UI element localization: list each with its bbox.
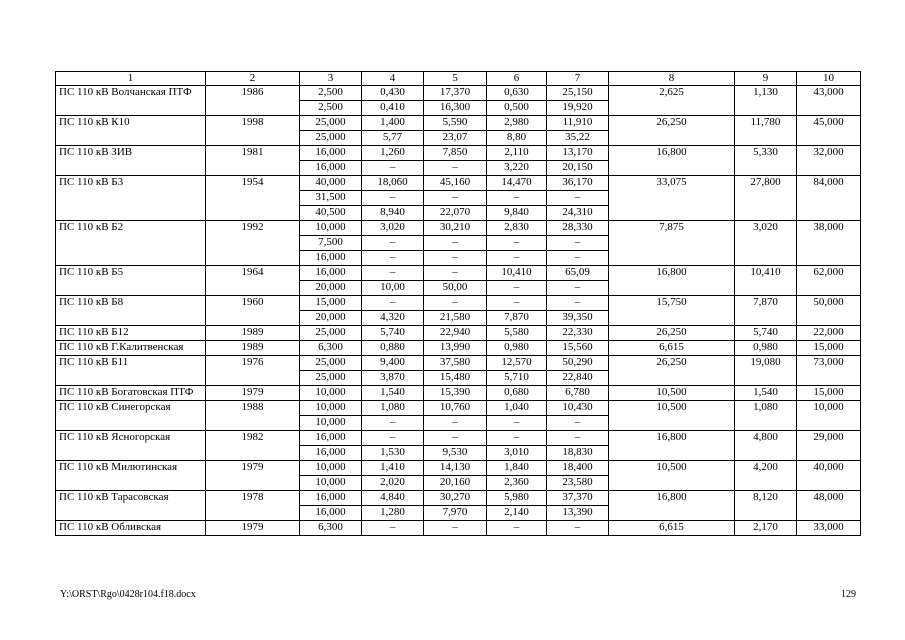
col8-value: 10,500	[609, 386, 735, 401]
header-cell: 8	[609, 72, 735, 86]
value-cell: 6,300	[300, 341, 362, 356]
col8-value: 16,800	[609, 431, 735, 461]
col9-value: 11,780	[735, 116, 797, 146]
value-cell: 4,320	[362, 311, 424, 326]
value-cell: 6,300	[300, 521, 362, 536]
value-cell: 22,330	[547, 326, 609, 341]
value-cell: 30,210	[424, 221, 487, 236]
commission-year: 1979	[206, 386, 300, 401]
value-cell: 3,010	[487, 446, 547, 461]
value-cell: 5,580	[487, 326, 547, 341]
table-row	[56, 221, 861, 236]
value-cell: 9,400	[362, 356, 424, 371]
value-cell: 1,040	[487, 401, 547, 416]
col8-value: 26,250	[609, 116, 735, 146]
substation-name: ПС 110 кВ Богатовская ПТФ	[56, 386, 206, 401]
value-cell: 25,000	[300, 326, 362, 341]
substation-name: ПС 110 кВ Б3	[56, 176, 206, 221]
substation-name: ПС 110 кВ Милютинская	[56, 461, 206, 491]
commission-year: 1992	[206, 221, 300, 266]
value-cell: –	[487, 521, 547, 536]
value-cell: 2,110	[487, 146, 547, 161]
col8-value: 2,625	[609, 86, 735, 116]
value-cell: –	[424, 251, 487, 266]
value-cell: 22,070	[424, 206, 487, 221]
table-row	[56, 146, 861, 161]
col9-value: 8,120	[735, 491, 797, 521]
col10-value: 84,000	[797, 176, 861, 221]
value-cell: 20,000	[300, 311, 362, 326]
value-cell: –	[487, 431, 547, 446]
value-cell: 4,840	[362, 491, 424, 506]
header-cell: 6	[487, 72, 547, 86]
header-cell: 9	[735, 72, 797, 86]
value-cell: 5,980	[487, 491, 547, 506]
value-cell: 7,870	[487, 311, 547, 326]
value-cell: 1,840	[487, 461, 547, 476]
value-cell: –	[424, 161, 487, 176]
value-cell: –	[547, 416, 609, 431]
value-cell: 24,310	[547, 206, 609, 221]
value-cell: 10,00	[362, 281, 424, 296]
substation-name: ПС 110 кВ Ясногорская	[56, 431, 206, 461]
value-cell: 8,940	[362, 206, 424, 221]
col9-value: 0,980	[735, 341, 797, 356]
value-cell: 0,430	[362, 86, 424, 101]
value-cell: 0,880	[362, 341, 424, 356]
value-cell: 40,500	[300, 206, 362, 221]
value-cell: 10,000	[300, 221, 362, 236]
value-cell: 11,910	[547, 116, 609, 131]
substation-name: ПС 110 кВ Обливская	[56, 521, 206, 536]
value-cell: 10,430	[547, 401, 609, 416]
value-cell: 2,140	[487, 506, 547, 521]
col9-value: 27,800	[735, 176, 797, 221]
col8-value: 26,250	[609, 356, 735, 386]
commission-year: 1986	[206, 86, 300, 116]
col10-value: 15,000	[797, 341, 861, 356]
col10-value: 50,000	[797, 296, 861, 326]
value-cell: 19,920	[547, 101, 609, 116]
value-cell: 30,270	[424, 491, 487, 506]
table-row	[56, 401, 861, 416]
value-cell: 31,500	[300, 191, 362, 206]
value-cell: –	[424, 236, 487, 251]
value-cell: 2,980	[487, 116, 547, 131]
col10-value: 10,000	[797, 401, 861, 431]
page-number: 129	[841, 589, 856, 600]
value-cell: 8,80	[487, 131, 547, 146]
commission-year: 1981	[206, 146, 300, 176]
value-cell: –	[362, 431, 424, 446]
commission-year: 1988	[206, 401, 300, 431]
table-row	[56, 431, 861, 446]
commission-year: 1979	[206, 521, 300, 536]
value-cell: –	[547, 296, 609, 311]
value-cell: 5,740	[362, 326, 424, 341]
value-cell: 9,840	[487, 206, 547, 221]
header-cell: 4	[362, 72, 424, 86]
value-cell: 36,170	[547, 176, 609, 191]
commission-year: 1960	[206, 296, 300, 326]
value-cell: 10,000	[300, 401, 362, 416]
substation-table	[55, 71, 861, 536]
header-cell: 5	[424, 72, 487, 86]
value-cell: 10,760	[424, 401, 487, 416]
value-cell: 65,09	[547, 266, 609, 281]
value-cell: 7,970	[424, 506, 487, 521]
col10-value: 15,000	[797, 386, 861, 401]
value-cell: –	[362, 296, 424, 311]
commission-year: 1982	[206, 431, 300, 461]
value-cell: 16,000	[300, 146, 362, 161]
col8-value: 16,800	[609, 146, 735, 176]
value-cell: 1,410	[362, 461, 424, 476]
commission-year: 1954	[206, 176, 300, 221]
value-cell: –	[487, 416, 547, 431]
col9-value: 4,200	[735, 461, 797, 491]
value-cell: 14,470	[487, 176, 547, 191]
col8-value: 16,800	[609, 491, 735, 521]
substation-name: ПС 110 кВ Синегорская	[56, 401, 206, 431]
table-row	[56, 386, 861, 401]
value-cell: 18,830	[547, 446, 609, 461]
col10-value: 48,000	[797, 491, 861, 521]
substation-name: ПС 110 кВ Г.Калитвенская	[56, 341, 206, 356]
substation-name: ПС 110 кВ Тарасовская	[56, 491, 206, 521]
value-cell: 23,580	[547, 476, 609, 491]
value-cell: 25,000	[300, 116, 362, 131]
value-cell: 10,000	[300, 416, 362, 431]
value-cell: 2,360	[487, 476, 547, 491]
col9-value: 1,130	[735, 86, 797, 116]
table-row	[56, 176, 861, 191]
col10-value: 29,000	[797, 431, 861, 461]
value-cell: 50,290	[547, 356, 609, 371]
col10-value: 45,000	[797, 116, 861, 146]
value-cell: –	[547, 251, 609, 266]
col8-value: 10,500	[609, 461, 735, 491]
value-cell: –	[424, 191, 487, 206]
value-cell: 16,000	[300, 266, 362, 281]
table-row	[56, 86, 861, 101]
header-cell: 2	[206, 72, 300, 86]
value-cell: –	[362, 416, 424, 431]
commission-year: 1989	[206, 326, 300, 341]
col8-value: 16,800	[609, 266, 735, 296]
value-cell: 17,370	[424, 86, 487, 101]
col9-value: 10,410	[735, 266, 797, 296]
value-cell: 10,410	[487, 266, 547, 281]
value-cell: –	[362, 521, 424, 536]
value-cell: –	[362, 191, 424, 206]
value-cell: 5,77	[362, 131, 424, 146]
value-cell: 1,280	[362, 506, 424, 521]
value-cell: –	[424, 416, 487, 431]
value-cell: 16,000	[300, 251, 362, 266]
col8-value: 7,875	[609, 221, 735, 266]
value-cell: 16,000	[300, 431, 362, 446]
value-cell: 37,370	[547, 491, 609, 506]
col10-value: 32,000	[797, 146, 861, 176]
value-cell: 0,980	[487, 341, 547, 356]
col8-value: 15,750	[609, 296, 735, 326]
value-cell: 12,570	[487, 356, 547, 371]
col8-value: 26,250	[609, 326, 735, 341]
table-row	[56, 491, 861, 506]
value-cell: 7,850	[424, 146, 487, 161]
value-cell: 25,000	[300, 356, 362, 371]
value-cell: –	[547, 431, 609, 446]
col9-value: 19,080	[735, 356, 797, 386]
value-cell: 14,130	[424, 461, 487, 476]
value-cell: 20,150	[547, 161, 609, 176]
substation-name: ПС 110 кВ Б2	[56, 221, 206, 266]
value-cell: 2,500	[300, 101, 362, 116]
table-row	[56, 356, 861, 371]
value-cell: 22,940	[424, 326, 487, 341]
value-cell: –	[547, 236, 609, 251]
value-cell: 1,530	[362, 446, 424, 461]
substation-name: ПС 110 кВ К10	[56, 116, 206, 146]
col9-value: 1,540	[735, 386, 797, 401]
value-cell: –	[487, 191, 547, 206]
value-cell: –	[487, 251, 547, 266]
commission-year: 1979	[206, 461, 300, 491]
value-cell: 18,400	[547, 461, 609, 476]
value-cell: 39,350	[547, 311, 609, 326]
header-cell: 1	[56, 72, 206, 86]
value-cell: 28,330	[547, 221, 609, 236]
col10-value: 73,000	[797, 356, 861, 386]
value-cell: 10,000	[300, 461, 362, 476]
col9-value: 2,170	[735, 521, 797, 536]
substation-name: ПС 110 кВ Б11	[56, 356, 206, 386]
value-cell: 0,500	[487, 101, 547, 116]
value-cell: –	[362, 251, 424, 266]
commission-year: 1976	[206, 356, 300, 386]
col10-value: 40,000	[797, 461, 861, 491]
value-cell: 13,170	[547, 146, 609, 161]
value-cell: 2,500	[300, 86, 362, 101]
value-cell: 5,590	[424, 116, 487, 131]
col10-value: 38,000	[797, 221, 861, 266]
value-cell: 1,400	[362, 116, 424, 131]
col8-value: 6,615	[609, 341, 735, 356]
value-cell: 15,390	[424, 386, 487, 401]
value-cell: 15,480	[424, 371, 487, 386]
commission-year: 1964	[206, 266, 300, 296]
value-cell: –	[362, 236, 424, 251]
value-cell: 25,150	[547, 86, 609, 101]
value-cell: 10,000	[300, 386, 362, 401]
header-cell: 10	[797, 72, 861, 86]
value-cell: 45,160	[424, 176, 487, 191]
value-cell: 15,000	[300, 296, 362, 311]
value-cell: –	[424, 431, 487, 446]
substation-name: ПС 110 кВ ЗИВ	[56, 146, 206, 176]
header-cell: 7	[547, 72, 609, 86]
value-cell: 2,830	[487, 221, 547, 236]
table-row	[56, 116, 861, 131]
value-cell: 0,680	[487, 386, 547, 401]
value-cell: –	[424, 296, 487, 311]
value-cell: 37,580	[424, 356, 487, 371]
col9-value: 7,870	[735, 296, 797, 326]
col10-value: 22,000	[797, 326, 861, 341]
value-cell: –	[487, 296, 547, 311]
col8-value: 10,500	[609, 401, 735, 431]
value-cell: 20,160	[424, 476, 487, 491]
value-cell: 40,000	[300, 176, 362, 191]
value-cell: 16,000	[300, 491, 362, 506]
value-cell: 16,300	[424, 101, 487, 116]
value-cell: 16,000	[300, 506, 362, 521]
value-cell: 16,000	[300, 446, 362, 461]
value-cell: 2,020	[362, 476, 424, 491]
value-cell: 18,060	[362, 176, 424, 191]
value-cell: –	[362, 266, 424, 281]
substation-name: ПС 110 кВ Б8	[56, 296, 206, 326]
value-cell: 13,990	[424, 341, 487, 356]
col9-value: 4,800	[735, 431, 797, 461]
commission-year: 1978	[206, 491, 300, 521]
value-cell: –	[487, 281, 547, 296]
col9-value: 5,330	[735, 146, 797, 176]
value-cell: 0,410	[362, 101, 424, 116]
value-cell: 3,220	[487, 161, 547, 176]
table-row	[56, 341, 861, 356]
value-cell: 25,000	[300, 371, 362, 386]
value-cell: 16,000	[300, 161, 362, 176]
value-cell: –	[547, 191, 609, 206]
col9-value: 1,080	[735, 401, 797, 431]
value-cell: 35,22	[547, 131, 609, 146]
value-cell: 10,000	[300, 476, 362, 491]
value-cell: 20,000	[300, 281, 362, 296]
value-cell: 3,870	[362, 371, 424, 386]
table-row	[56, 296, 861, 311]
value-cell: 6,780	[547, 386, 609, 401]
header-row	[56, 72, 861, 86]
table-row	[56, 521, 861, 536]
footer-file-path: Y:\ORST\Rgo\0428r104.f18.docx	[60, 589, 196, 600]
substation-name: ПС 110 кВ Волчанская ПТФ	[56, 86, 206, 116]
substation-name: ПС 110 кВ Б12	[56, 326, 206, 341]
value-cell: 1,260	[362, 146, 424, 161]
value-cell: –	[547, 281, 609, 296]
commission-year: 1989	[206, 341, 300, 356]
col8-value: 6,615	[609, 521, 735, 536]
value-cell: 3,020	[362, 221, 424, 236]
header-cell: 3	[300, 72, 362, 86]
value-cell: –	[487, 236, 547, 251]
table-row	[56, 461, 861, 476]
value-cell: 7,500	[300, 236, 362, 251]
col8-value: 33,075	[609, 176, 735, 221]
substation-name: ПС 110 кВ Б5	[56, 266, 206, 296]
commission-year: 1998	[206, 116, 300, 146]
value-cell: 1,540	[362, 386, 424, 401]
value-cell: 5,710	[487, 371, 547, 386]
value-cell: 9,530	[424, 446, 487, 461]
col9-value: 5,740	[735, 326, 797, 341]
value-cell: 15,560	[547, 341, 609, 356]
value-cell: 23,07	[424, 131, 487, 146]
value-cell: –	[547, 521, 609, 536]
value-cell: 0,630	[487, 86, 547, 101]
value-cell: –	[424, 521, 487, 536]
value-cell: –	[424, 266, 487, 281]
value-cell: 25,000	[300, 131, 362, 146]
value-cell: –	[362, 161, 424, 176]
value-cell: 13,390	[547, 506, 609, 521]
col10-value: 33,000	[797, 521, 861, 536]
col9-value: 3,020	[735, 221, 797, 266]
col10-value: 62,000	[797, 266, 861, 296]
table-row	[56, 266, 861, 281]
value-cell: 22,840	[547, 371, 609, 386]
value-cell: 21,580	[424, 311, 487, 326]
col10-value: 43,000	[797, 86, 861, 116]
table-row	[56, 326, 861, 341]
value-cell: 1,080	[362, 401, 424, 416]
value-cell: 50,00	[424, 281, 487, 296]
